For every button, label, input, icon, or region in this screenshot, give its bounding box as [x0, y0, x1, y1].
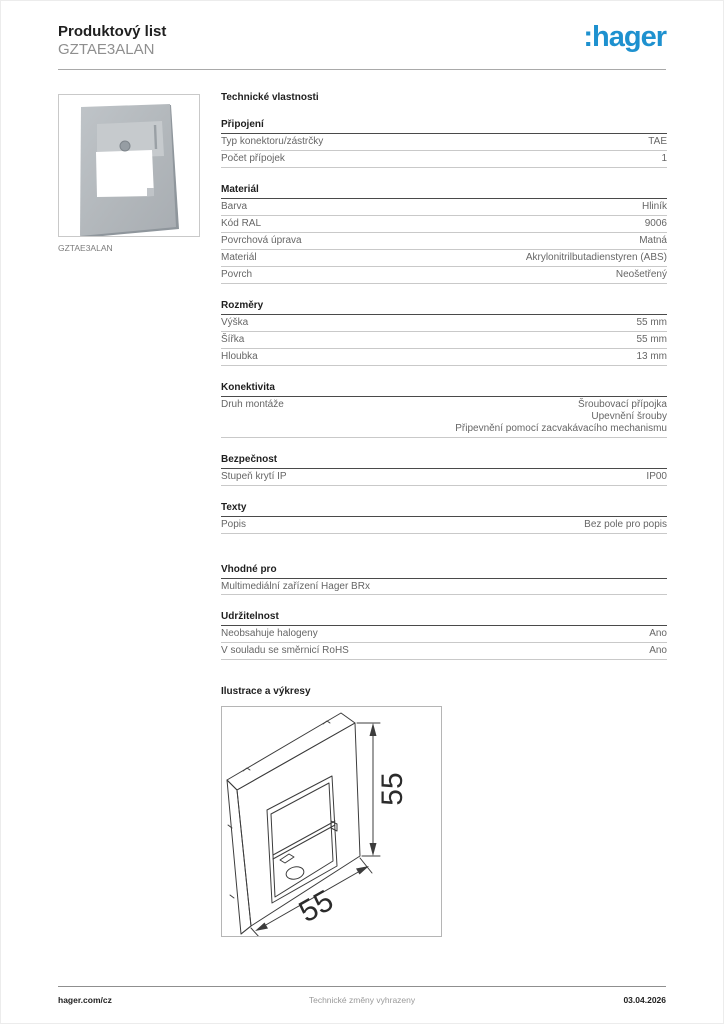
product-image: [58, 94, 200, 237]
spec-row-value: Matná: [639, 235, 667, 246]
spec-row: [221, 349, 667, 366]
spec-row: [221, 332, 667, 349]
header-titles: [58, 23, 166, 59]
spec-row-label: Počet přípojek: [221, 153, 285, 164]
spec-row-label: Multimediální zařízení Hager BRx: [221, 581, 370, 592]
spec-row-label: Barva: [221, 201, 248, 212]
spec-section: [221, 454, 667, 486]
spec-section: [221, 382, 667, 438]
spec-row-value: 1: [661, 153, 667, 164]
spec-row-label: Druh montáže: [221, 399, 284, 410]
header: [58, 23, 666, 59]
product-code: GZTAE3ALAN: [58, 41, 155, 58]
spec-row-label: V souladu se směrnicí RoHS: [221, 645, 349, 656]
spec-row-label: Neobsahuje halogeny: [221, 628, 318, 639]
spec-row: [221, 315, 667, 332]
spec-row: [221, 151, 667, 168]
dimension-width-label: 55: [293, 884, 339, 930]
footer-row: [58, 995, 666, 1005]
specs-column: [221, 92, 667, 937]
footer: [58, 986, 666, 1005]
spec-row-value: 55 mm: [636, 317, 667, 328]
footer-notice: Technické změny vyhrazeny: [308, 995, 416, 1005]
spec-section-title: Rozměry: [221, 300, 667, 315]
spec-row-value: Hliník: [641, 201, 667, 212]
footer-website-link[interactable]: hager.com/cz: [58, 995, 112, 1005]
spec-row-value: IP00: [646, 471, 667, 482]
spec-row-value: Ano: [649, 645, 667, 656]
spec-section-title: Bezpečnost: [221, 454, 667, 469]
spec-row-label: Typ konektoru/zástrčky: [221, 136, 324, 147]
spec-section-title: Konektivita: [221, 382, 667, 397]
technical-drawing: [221, 706, 442, 937]
spec-sections: [221, 119, 667, 660]
spec-row-label: Hloubka: [221, 351, 258, 362]
spec-row-label: Materiál: [221, 252, 257, 263]
spec-row-value: Ano: [649, 628, 667, 639]
spec-section: [221, 300, 667, 366]
spec-section: [221, 184, 667, 284]
product-image-caption: GZTAE3ALAN: [58, 243, 113, 253]
spec-row-value: Akrylonitrilbutadienstyren (ABS): [525, 252, 667, 263]
spec-row-label: Povrchová úprava: [221, 235, 302, 246]
spec-row-value: 13 mm: [636, 351, 667, 362]
hager-logo: :hager: [583, 21, 666, 53]
spec-row-label: Popis: [221, 519, 247, 530]
spec-section-title: Udržitelnost: [221, 611, 667, 626]
specs-heading: Technické vlastnosti: [221, 92, 319, 103]
spec-row-label: Výška: [221, 317, 249, 328]
spec-row-value: 9006: [644, 218, 667, 229]
spec-row: [221, 643, 667, 660]
spec-section-title: Texty: [221, 502, 667, 517]
dimension-height-label: 55: [375, 772, 409, 806]
header-divider: [58, 69, 666, 70]
spec-row: [221, 469, 667, 486]
spec-row: [221, 216, 667, 233]
spec-row-value: Neošetřený: [615, 269, 667, 280]
spec-row-label: Povrch: [221, 269, 253, 280]
spec-section: [221, 611, 667, 660]
spec-section: [221, 502, 667, 534]
spec-row-value: TAE: [648, 136, 667, 147]
spec-row: [221, 579, 667, 595]
spec-row: [221, 233, 667, 250]
spec-row-label: Stupeň krytí IP: [221, 471, 287, 482]
page-title: Produktový list: [58, 23, 167, 40]
spec-section: [221, 119, 667, 168]
product-image-column: [58, 94, 200, 253]
spec-row: [221, 397, 667, 438]
spec-row: [221, 517, 667, 534]
spec-row: [221, 199, 667, 216]
footer-date: 03.04.2026: [623, 995, 666, 1005]
spec-row: [221, 250, 667, 267]
spec-row-label: Kód RAL: [221, 218, 262, 229]
spec-row: [221, 267, 667, 284]
spec-row: [221, 626, 667, 643]
spec-section-title: Vhodné pro: [221, 564, 667, 579]
spec-row: [221, 134, 667, 151]
spec-row-value: 55 mm: [636, 334, 667, 345]
product-photo-illustration: [59, 95, 199, 236]
spec-section-title: Připojení: [221, 119, 667, 134]
illustrations-heading: Ilustrace a výkresy: [221, 686, 311, 697]
spec-row-value: Šroubovací přípojka Upevnění šrouby Připevnění pomocí zacvakávacího mechanismu: [455, 399, 667, 434]
spec-row-label: Šířka: [221, 334, 245, 345]
spec-section: [221, 564, 667, 595]
footer-divider: [58, 986, 666, 987]
technical-drawing-svg: [222, 707, 441, 936]
spec-row-value: Bez pole pro popis: [584, 519, 667, 530]
spec-section-title: Materiál: [221, 184, 667, 199]
